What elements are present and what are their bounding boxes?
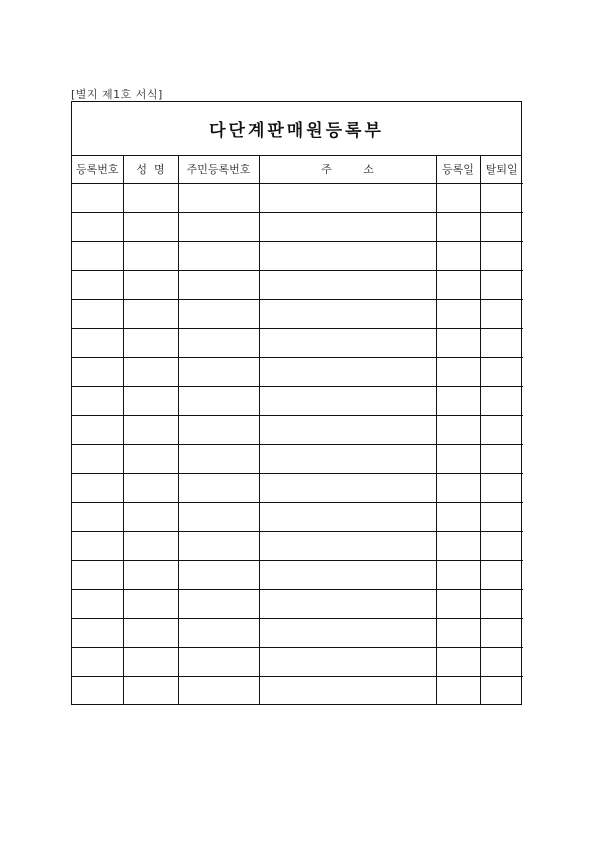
cell-address[interactable] (259, 532, 436, 561)
col-header-withdrawal-date: 탈퇴일 (480, 155, 523, 184)
cell-name[interactable] (123, 445, 178, 474)
cell-address[interactable] (259, 358, 436, 387)
cell-withdrawal-date[interactable] (480, 358, 523, 387)
table-row (72, 329, 523, 358)
col-header-name: 성 명 (123, 155, 178, 184)
cell-registration-number[interactable] (72, 329, 123, 358)
cell-address[interactable] (259, 271, 436, 300)
cell-registration-date[interactable] (436, 532, 480, 561)
cell-registration-date[interactable] (436, 300, 480, 329)
cell-name[interactable] (123, 213, 178, 242)
cell-registration-date[interactable] (436, 590, 480, 619)
cell-registration-date[interactable] (436, 619, 480, 648)
cell-name[interactable] (123, 358, 178, 387)
cell-address[interactable] (259, 416, 436, 445)
cell-registration-number[interactable] (72, 271, 123, 300)
cell-withdrawal-date[interactable] (480, 445, 523, 474)
cell-registration-date[interactable] (436, 474, 480, 503)
cell-resident-number[interactable] (178, 242, 259, 271)
cell-registration-date[interactable] (436, 184, 480, 213)
cell-withdrawal-date[interactable] (480, 648, 523, 677)
cell-registration-number[interactable] (72, 503, 123, 532)
cell-withdrawal-date[interactable] (480, 213, 523, 242)
cell-withdrawal-date[interactable] (480, 561, 523, 590)
table-row (72, 561, 523, 590)
cell-name[interactable] (123, 590, 178, 619)
cell-registration-date[interactable] (436, 503, 480, 532)
cell-address[interactable] (259, 503, 436, 532)
cell-address[interactable] (259, 648, 436, 677)
cell-name[interactable] (123, 387, 178, 416)
table-row (72, 532, 523, 561)
cell-resident-number[interactable] (178, 300, 259, 329)
table-row (72, 648, 523, 677)
cell-withdrawal-date[interactable] (480, 300, 523, 329)
cell-registration-date[interactable] (436, 561, 480, 590)
register-form (71, 101, 522, 705)
cell-resident-number[interactable] (178, 677, 259, 706)
cell-name[interactable] (123, 677, 178, 706)
cell-registration-date[interactable] (436, 358, 480, 387)
title-box (72, 102, 521, 156)
cell-registration-number[interactable] (72, 648, 123, 677)
table-row (72, 387, 523, 416)
cell-resident-number[interactable] (178, 561, 259, 590)
cell-name[interactable] (123, 300, 178, 329)
cell-registration-number[interactable] (72, 184, 123, 213)
cell-withdrawal-date[interactable] (480, 590, 523, 619)
cell-registration-date[interactable] (436, 329, 480, 358)
table-row (72, 619, 523, 648)
cell-name[interactable] (123, 271, 178, 300)
cell-name[interactable] (123, 416, 178, 445)
cell-registration-number[interactable] (72, 474, 123, 503)
cell-resident-number[interactable] (178, 532, 259, 561)
cell-registration-number[interactable] (72, 387, 123, 416)
cell-resident-number[interactable] (178, 358, 259, 387)
cell-registration-date[interactable] (436, 271, 480, 300)
cell-withdrawal-date[interactable] (480, 532, 523, 561)
cell-registration-number[interactable] (72, 561, 123, 590)
cell-name[interactable] (123, 503, 178, 532)
cell-withdrawal-date[interactable] (480, 677, 523, 706)
cell-resident-number[interactable] (178, 648, 259, 677)
cell-registration-date[interactable] (436, 677, 480, 706)
cell-registration-date[interactable] (436, 387, 480, 416)
cell-registration-date[interactable] (436, 416, 480, 445)
table-header-row (72, 155, 523, 184)
cell-address[interactable] (259, 184, 436, 213)
cell-registration-number[interactable] (72, 242, 123, 271)
cell-resident-number[interactable] (178, 445, 259, 474)
cell-registration-number[interactable] (72, 358, 123, 387)
table-row (72, 242, 523, 271)
cell-resident-number[interactable] (178, 619, 259, 648)
col-header-address: 주 소 (259, 155, 436, 184)
cell-registration-number[interactable] (72, 300, 123, 329)
cell-withdrawal-date[interactable] (480, 184, 523, 213)
cell-resident-number[interactable] (178, 184, 259, 213)
col-header-resident-number: 주민등록번호 (178, 155, 259, 184)
cell-name[interactable] (123, 619, 178, 648)
cell-registration-date[interactable] (436, 242, 480, 271)
cell-name[interactable] (123, 561, 178, 590)
cell-registration-number[interactable] (72, 532, 123, 561)
cell-withdrawal-date[interactable] (480, 387, 523, 416)
table-row (72, 474, 523, 503)
page-title: 다단계판매원등록부 (209, 121, 384, 141)
cell-registration-number[interactable] (72, 213, 123, 242)
cell-address[interactable] (259, 387, 436, 416)
cell-registration-number[interactable] (72, 416, 123, 445)
col-header-registration-date: 등록일 (436, 155, 480, 184)
cell-name[interactable] (123, 242, 178, 271)
table-row (72, 445, 523, 474)
cell-resident-number[interactable] (178, 329, 259, 358)
cell-registration-number[interactable] (72, 445, 123, 474)
cell-withdrawal-date[interactable] (480, 503, 523, 532)
cell-resident-number[interactable] (178, 503, 259, 532)
cell-withdrawal-date[interactable] (480, 271, 523, 300)
cell-address[interactable] (259, 329, 436, 358)
cell-name[interactable] (123, 329, 178, 358)
cell-registration-date[interactable] (436, 648, 480, 677)
cell-registration-number[interactable] (72, 677, 123, 706)
cell-resident-number[interactable] (178, 590, 259, 619)
register-table (72, 155, 523, 705)
col-header-registration-number: 등록번호 (72, 155, 123, 184)
cell-registration-number[interactable] (72, 590, 123, 619)
cell-withdrawal-date[interactable] (480, 474, 523, 503)
table-row (72, 503, 523, 532)
cell-address[interactable] (259, 619, 436, 648)
cell-withdrawal-date[interactable] (480, 242, 523, 271)
table-row (72, 590, 523, 619)
cell-withdrawal-date[interactable] (480, 329, 523, 358)
cell-name[interactable] (123, 184, 178, 213)
table-row (72, 416, 523, 445)
cell-address[interactable] (259, 561, 436, 590)
cell-address[interactable] (259, 213, 436, 242)
cell-resident-number[interactable] (178, 213, 259, 242)
table-row (72, 300, 523, 329)
cell-address[interactable] (259, 590, 436, 619)
table-row (72, 271, 523, 300)
table-body (72, 184, 523, 706)
cell-name[interactable] (123, 474, 178, 503)
cell-registration-number[interactable] (72, 619, 123, 648)
cell-address[interactable] (259, 445, 436, 474)
cell-resident-number[interactable] (178, 416, 259, 445)
table-row (72, 677, 523, 706)
cell-withdrawal-date[interactable] (480, 619, 523, 648)
form-number-label: [별지 제1호 서식] (71, 88, 163, 101)
cell-registration-date[interactable] (436, 213, 480, 242)
cell-resident-number[interactable] (178, 474, 259, 503)
cell-name[interactable] (123, 648, 178, 677)
cell-withdrawal-date[interactable] (480, 416, 523, 445)
cell-resident-number[interactable] (178, 387, 259, 416)
table-row (72, 213, 523, 242)
cell-address[interactable] (259, 677, 436, 706)
cell-address[interactable] (259, 474, 436, 503)
cell-registration-date[interactable] (436, 445, 480, 474)
cell-name[interactable] (123, 532, 178, 561)
cell-address[interactable] (259, 300, 436, 329)
table-row (72, 184, 523, 213)
cell-address[interactable] (259, 242, 436, 271)
table-row (72, 358, 523, 387)
cell-resident-number[interactable] (178, 271, 259, 300)
